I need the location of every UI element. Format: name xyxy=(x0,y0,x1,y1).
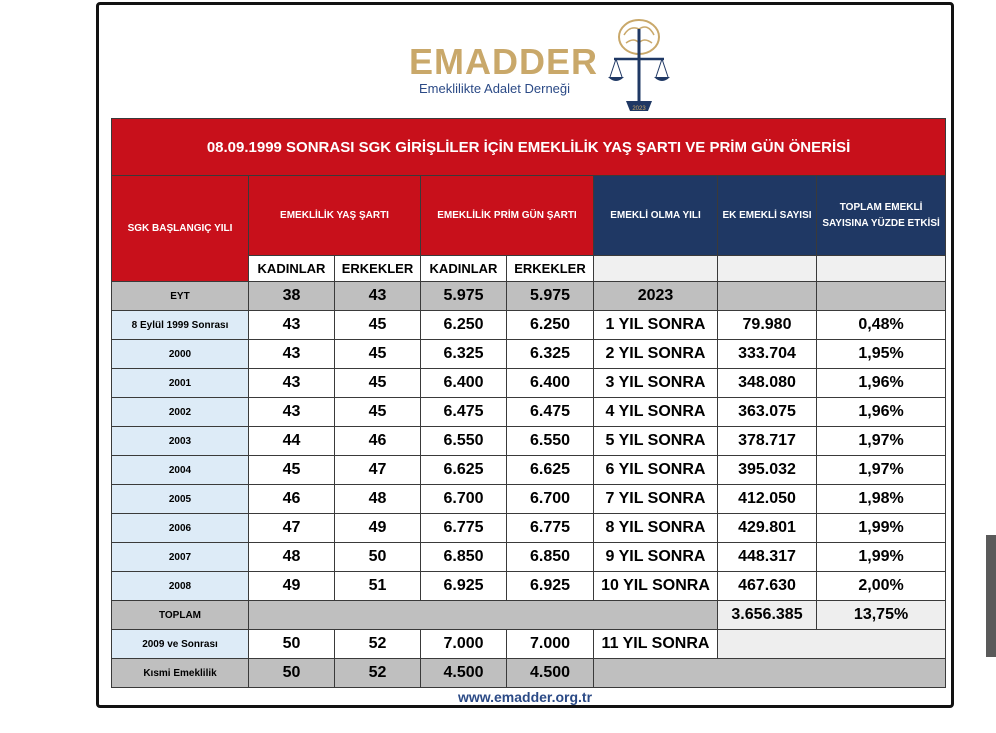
age-women: 45 xyxy=(249,456,335,485)
retirement-year: 9 YIL SONRA xyxy=(594,543,718,572)
table-row xyxy=(112,572,946,601)
effect-pct xyxy=(817,282,946,311)
row-label: 2007 xyxy=(112,543,249,572)
row-label: 2006 xyxy=(112,514,249,543)
empty-cell xyxy=(718,256,817,282)
pension-table xyxy=(111,118,946,688)
after-prim-men: 7.000 xyxy=(507,630,594,659)
age-women: 43 xyxy=(249,369,335,398)
table-row xyxy=(112,398,946,427)
age-men: 50 xyxy=(335,543,421,572)
row-label: 2008 xyxy=(112,572,249,601)
after-label: 2009 ve Sonrası xyxy=(112,630,249,659)
effect-pct: 0,48% xyxy=(817,311,946,340)
prim-men: 5.975 xyxy=(507,282,594,311)
age-men: 49 xyxy=(335,514,421,543)
prim-men: 6.850 xyxy=(507,543,594,572)
extra-retirees: 448.317 xyxy=(718,543,817,572)
prim-men: 6.700 xyxy=(507,485,594,514)
extra-retirees: 412.050 xyxy=(718,485,817,514)
table-row xyxy=(112,340,946,369)
brand-tagline: Emeklilikte Adalet Derneği xyxy=(419,81,571,96)
effect-pct: 1,99% xyxy=(817,543,946,572)
extra-retirees: 378.717 xyxy=(718,427,817,456)
partial-label: Kısmi Emeklilik xyxy=(112,659,249,688)
total-extra: 3.656.385 xyxy=(718,601,817,630)
prim-women: 6.325 xyxy=(421,340,507,369)
effect-pct: 1,96% xyxy=(817,398,946,427)
table-row xyxy=(112,514,946,543)
prim-men: 6.400 xyxy=(507,369,594,398)
effect-pct: 2,00% xyxy=(817,572,946,601)
prim-men: 6.475 xyxy=(507,398,594,427)
extra-retirees: 429.801 xyxy=(718,514,817,543)
age-women: 46 xyxy=(249,485,335,514)
retirement-year: 7 YIL SONRA xyxy=(594,485,718,514)
prim-men: 6.775 xyxy=(507,514,594,543)
prim-women: 6.700 xyxy=(421,485,507,514)
age-women: 43 xyxy=(249,340,335,369)
age-men: 45 xyxy=(335,369,421,398)
retirement-year: 1 YIL SONRA xyxy=(594,311,718,340)
retirement-year: 4 YIL SONRA xyxy=(594,398,718,427)
effect-pct: 1,98% xyxy=(817,485,946,514)
row-label: 8 Eylül 1999 Sonrası xyxy=(112,311,249,340)
footer-url: www.emadder.org.tr xyxy=(457,689,593,705)
scrollbar[interactable] xyxy=(986,535,996,657)
retirement-year: 3 YIL SONRA xyxy=(594,369,718,398)
age-women: 48 xyxy=(249,543,335,572)
empty-cell xyxy=(817,256,946,282)
after-prim-women: 7.000 xyxy=(421,630,507,659)
effect-pct: 1,96% xyxy=(817,369,946,398)
header-extra-retirees: EK EMEKLİ SAYISI xyxy=(718,176,817,256)
table-row xyxy=(112,485,946,514)
prim-women: 6.625 xyxy=(421,456,507,485)
subheader-women: KADINLAR xyxy=(421,256,507,282)
prim-women: 6.475 xyxy=(421,398,507,427)
age-women: 38 xyxy=(249,282,335,311)
age-men: 47 xyxy=(335,456,421,485)
prim-men: 6.925 xyxy=(507,572,594,601)
age-men: 51 xyxy=(335,572,421,601)
prim-women: 6.400 xyxy=(421,369,507,398)
partial-age-men: 52 xyxy=(335,659,421,688)
subheader-men: ERKEKLER xyxy=(335,256,421,282)
row-label: 2000 xyxy=(112,340,249,369)
prim-men: 6.325 xyxy=(507,340,594,369)
row-label: 2001 xyxy=(112,369,249,398)
age-men: 45 xyxy=(335,398,421,427)
row-label: EYT xyxy=(112,282,249,311)
svg-text:2023: 2023 xyxy=(632,106,646,112)
header-retirement-year: EMEKLİ OLMA YILI xyxy=(594,176,718,256)
extra-retirees: 333.704 xyxy=(718,340,817,369)
document-frame xyxy=(96,2,954,708)
total-pct: 13,75% xyxy=(817,601,946,630)
prim-men: 6.250 xyxy=(507,311,594,340)
total-label: TOPLAM xyxy=(112,601,249,630)
prim-women: 6.925 xyxy=(421,572,507,601)
after-age-men: 52 xyxy=(335,630,421,659)
extra-retirees xyxy=(718,282,817,311)
table-row xyxy=(112,369,946,398)
partial-prim-men: 4.500 xyxy=(507,659,594,688)
after-empty xyxy=(718,630,946,659)
extra-retirees: 363.075 xyxy=(718,398,817,427)
table-row xyxy=(112,456,946,485)
empty-cell xyxy=(594,256,718,282)
row-label: 2005 xyxy=(112,485,249,514)
prim-men: 6.625 xyxy=(507,456,594,485)
subheader-men: ERKEKLER xyxy=(507,256,594,282)
age-women: 43 xyxy=(249,398,335,427)
header-premium-days: EMEKLİLİK PRİM GÜN ŞARTI xyxy=(421,176,594,256)
age-women: 47 xyxy=(249,514,335,543)
prim-men: 6.550 xyxy=(507,427,594,456)
retirement-year: 2 YIL SONRA xyxy=(594,340,718,369)
age-men: 45 xyxy=(335,311,421,340)
brand-name: EMADDER xyxy=(409,41,599,82)
partial-empty xyxy=(594,659,946,688)
row-label: 2004 xyxy=(112,456,249,485)
prim-women: 5.975 xyxy=(421,282,507,311)
total-span xyxy=(249,601,718,630)
extra-retirees: 348.080 xyxy=(718,369,817,398)
table-title: 08.09.1999 SONRASI SGK GİRİŞLİLER İÇİN EMEKLİLİK YAŞ ŞARTI VE PRİM GÜN ÖNERİSİ xyxy=(112,119,946,176)
retirement-year: 10 YIL SONRA xyxy=(594,572,718,601)
table-row xyxy=(112,543,946,572)
effect-pct: 1,97% xyxy=(817,456,946,485)
retirement-year: 2023 xyxy=(594,282,718,311)
table-row xyxy=(112,427,946,456)
effect-pct: 1,97% xyxy=(817,427,946,456)
age-women: 43 xyxy=(249,311,335,340)
extra-retirees: 79.980 xyxy=(718,311,817,340)
header-age-requirement: EMEKLİLİK YAŞ ŞARTI xyxy=(249,176,421,256)
subheader-women: KADINLAR xyxy=(249,256,335,282)
age-men: 43 xyxy=(335,282,421,311)
age-men: 45 xyxy=(335,340,421,369)
table-row xyxy=(112,282,946,311)
age-men: 48 xyxy=(335,485,421,514)
effect-pct: 1,99% xyxy=(817,514,946,543)
header-effect: TOPLAM EMEKLİ SAYISINA YÜZDE ETKİSİ xyxy=(817,176,946,256)
retirement-year: 8 YIL SONRA xyxy=(594,514,718,543)
age-women: 49 xyxy=(249,572,335,601)
after-year: 11 YIL SONRA xyxy=(594,630,718,659)
retirement-year: 5 YIL SONRA xyxy=(594,427,718,456)
header-start-year: SGK BAŞLANGIÇ YILI xyxy=(112,176,249,282)
row-label: 2002 xyxy=(112,398,249,427)
retirement-year: 6 YIL SONRA xyxy=(594,456,718,485)
prim-women: 6.550 xyxy=(421,427,507,456)
logo xyxy=(409,13,669,113)
after-age-women: 50 xyxy=(249,630,335,659)
age-women: 44 xyxy=(249,427,335,456)
partial-age-women: 50 xyxy=(249,659,335,688)
partial-prim-women: 4.500 xyxy=(421,659,507,688)
extra-retirees: 467.630 xyxy=(718,572,817,601)
extra-retirees: 395.032 xyxy=(718,456,817,485)
justice-scale-icon xyxy=(604,15,674,113)
age-men: 46 xyxy=(335,427,421,456)
table-row xyxy=(112,311,946,340)
prim-women: 6.850 xyxy=(421,543,507,572)
prim-women: 6.775 xyxy=(421,514,507,543)
row-label: 2003 xyxy=(112,427,249,456)
prim-women: 6.250 xyxy=(421,311,507,340)
effect-pct: 1,95% xyxy=(817,340,946,369)
